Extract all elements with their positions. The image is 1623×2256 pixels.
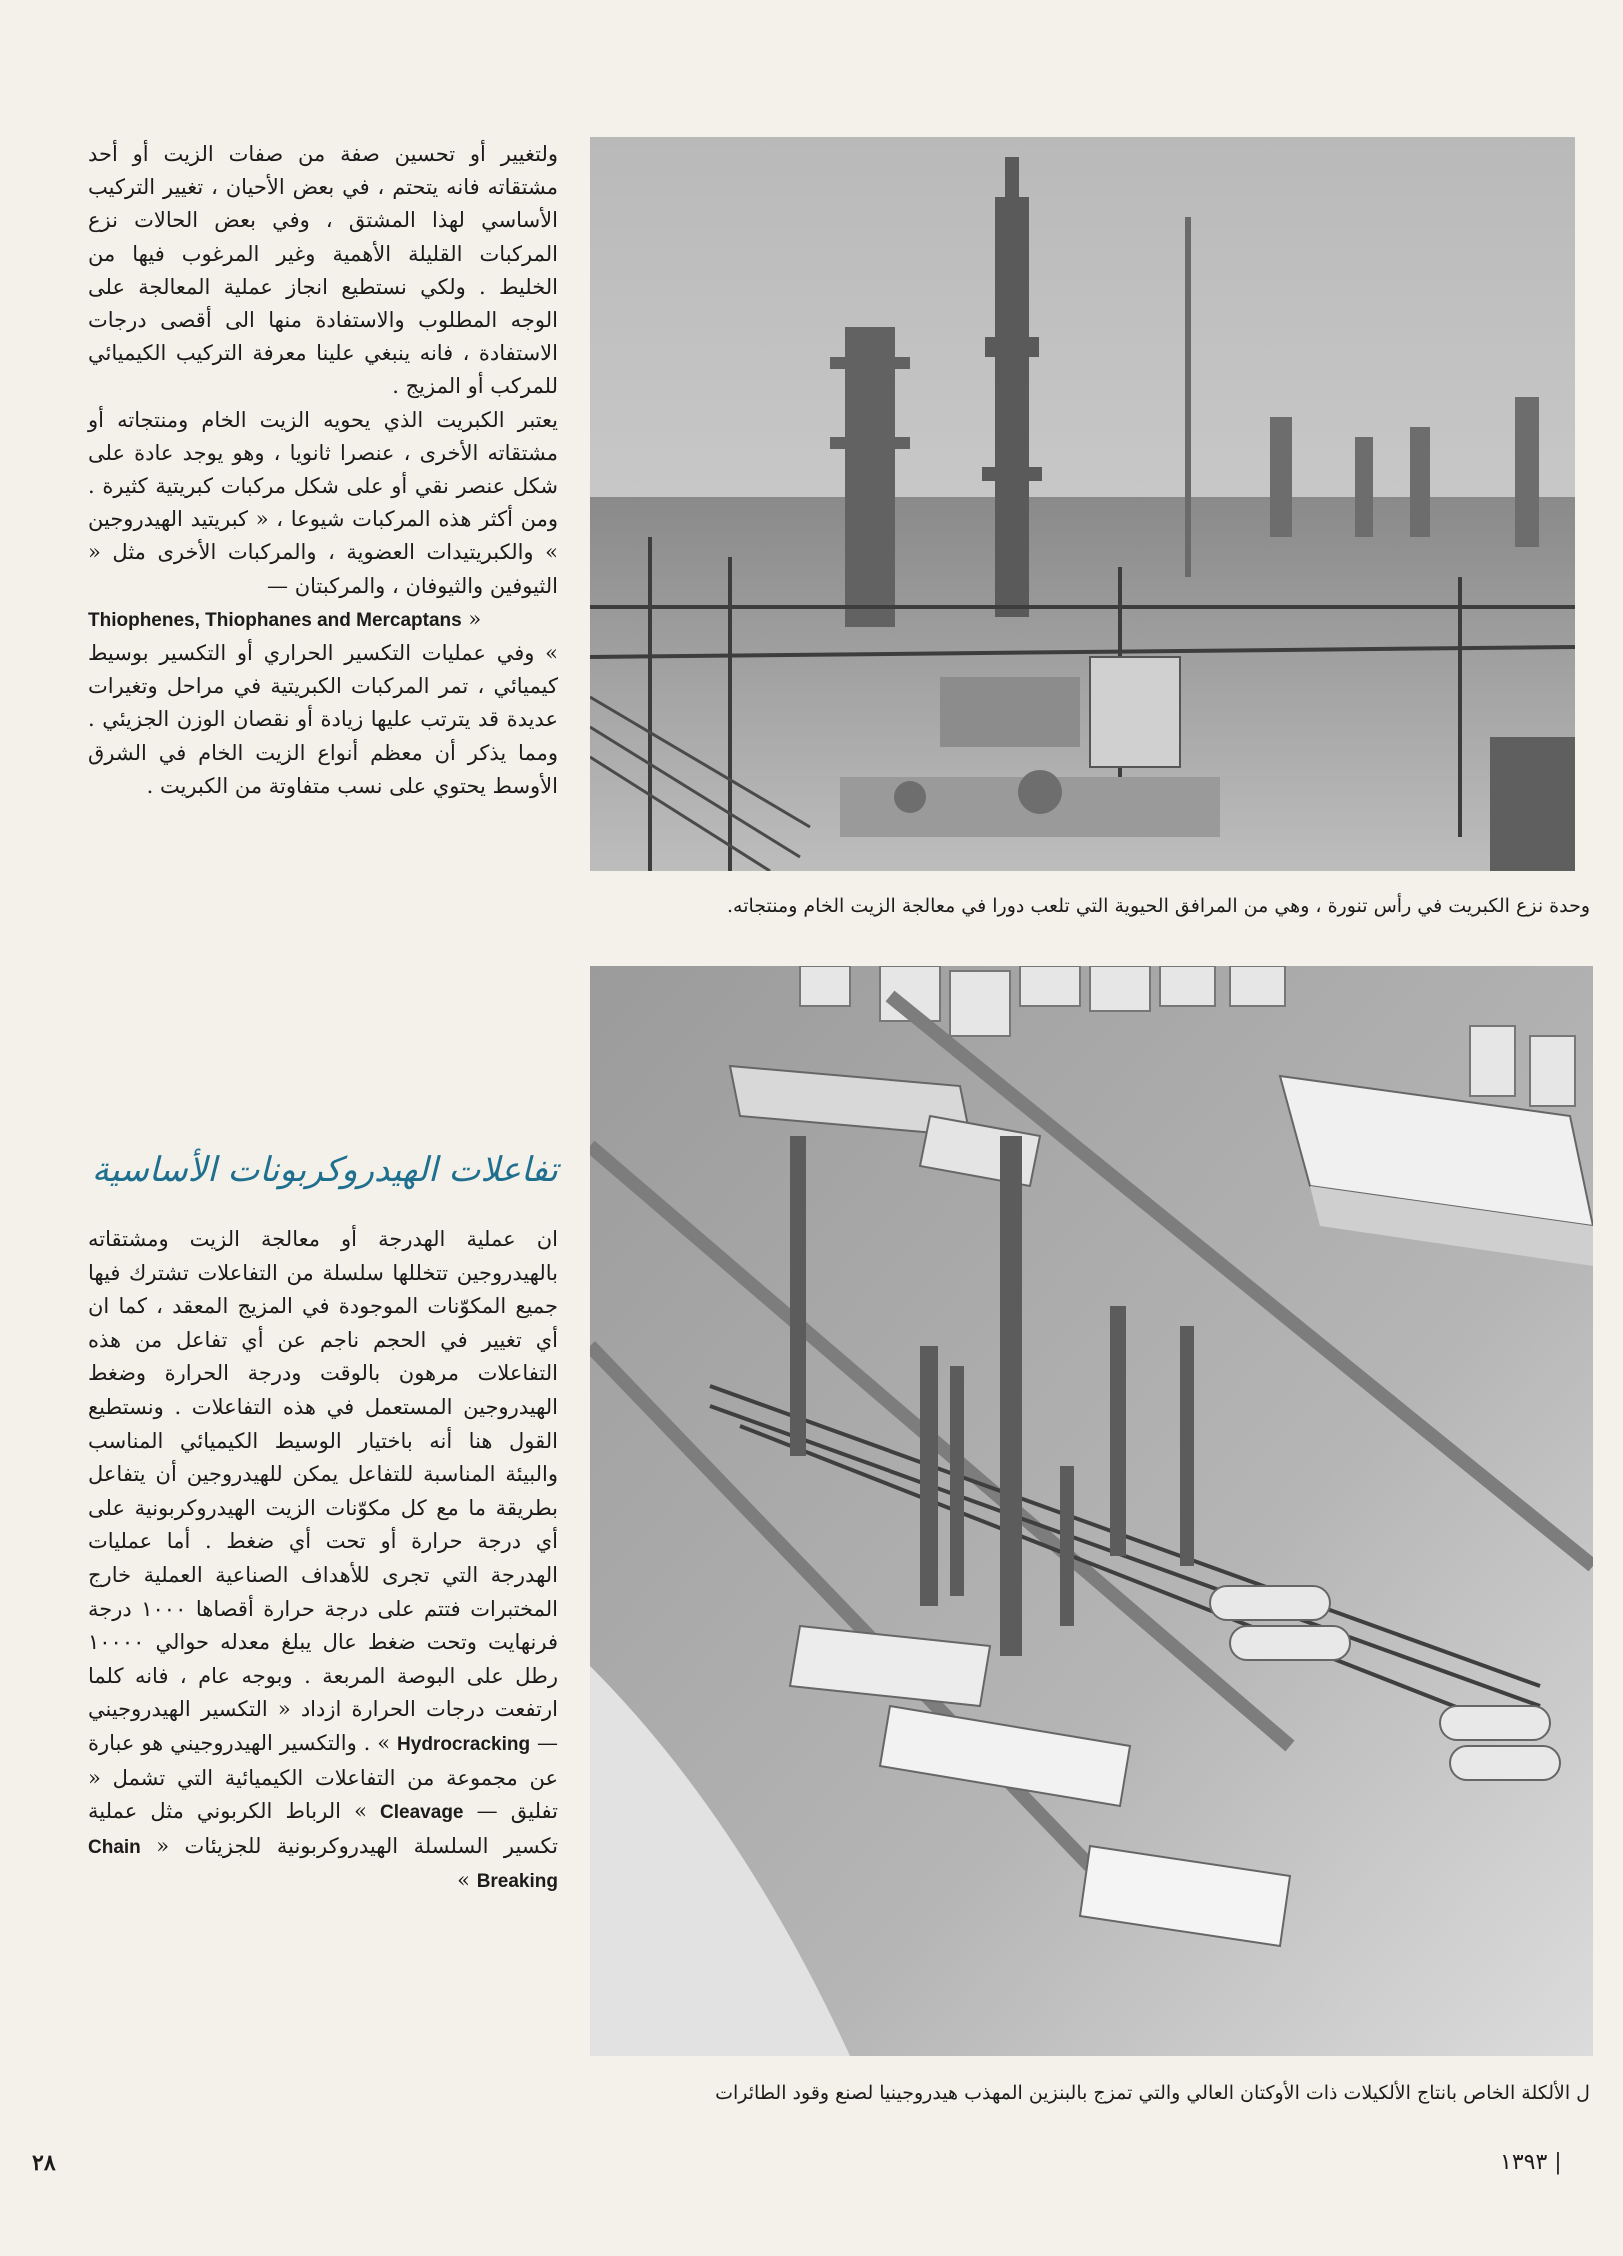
paragraph-2: يعتبر الكبريت الذي يحويه الزيت الخام ومنتجاته أو مشتقاته الأخرى ، عنصرا ثانويا ، وهو يوجد عادة على شكل عنصر نقي أو على شكل مركبات كبريتية كثيرة . ومن أكثر هذه المركبات شيوعا ، « كبريتيد الهيدروجين » والكبريتيدات العضوية ، والمركبات الأخرى مثل « الثيوفين والثيوفان ، والمركبتان —: [88, 407, 558, 598]
term-chain-breaking: Chain Breaking: [88, 1836, 558, 1893]
latin-term-line: Thiophenes, Thiophanes and Mercaptans »: [88, 606, 482, 631]
paragraph-1: ولتغيير أو تحسين صفة من صفات الزيت أو أحد مشتقاته فانه يتحتم ، في بعض الأحيان ، تغيير التركيب الأساسي لهذا المشتق ، وفي بعض الحالات نزع المركبات القليلة الأهمية وغير المرغوب فيها من الخليط . ولكي نستطيع انجاز عملية المعالجة على الوجه المطلوب والاستفادة منها الى أقصى درجات الاستفادة ، فانه ينبغي علينا معرفة التركيب الكيميائي للمركب أو المزيج .: [88, 142, 558, 399]
paragraph-3: » وفي عمليات التكسير الحراري أو التكسير بوسيط كيميائي ، تمر المركبات الكبريتية في مراحل وتغيرات عديدة قد يترتب عليها زيادة أو نقصان الوزن الجزيئي . ومما يذكر أن معظم أنواع الزيت الخام في الشرق الأوسط يحتوي على نسب متفاوتة من الكبريت .: [88, 641, 558, 798]
article-text-lower: [88, 1223, 558, 1899]
section-heading: تفاعلات الهيدروكربونات الأساسية: [91, 1150, 558, 1190]
issue-year: ١٣٩٣ |: [1500, 2150, 1562, 2175]
term-cleavage: Cleavage: [380, 1802, 464, 1824]
article-text-upper: [88, 138, 558, 803]
photo-caption-top: وحدة نزع الكبريت في رأس تنورة ، وهي من المرافق الحيوية التي تلعب دورا في معالجة الزيت الخام ومنتجاته.: [726, 895, 1590, 917]
refinery-desulfurization-photo: [590, 137, 1575, 871]
paragraph-4-text-d: »: [457, 1868, 470, 1893]
page-number: ٢٨: [32, 2150, 56, 2176]
paragraph-4-text-c: » الرباط الكربوني مثل عملية تكسير السلسلة الهيدروكربونية للجزيئات «: [88, 1799, 558, 1858]
paragraph-4-text-b: » . والتكسير الهيدروجيني هو عبارة عن مجموعة من التفاعلات الكيميائية التي تشمل « تفليق —: [88, 1730, 558, 1824]
paragraph-4: [88, 1223, 558, 1899]
term-thiophenes: Thiophenes, Thiophanes and Mercaptans: [88, 609, 462, 631]
term-hydrocracking: Hydrocracking: [397, 1733, 531, 1755]
photo-caption-bottom: ل الألكلة الخاص بانتاج الألكيلات ذات الأوكتان العالي والتي تمزج بالبنزين المهذب هيدروجينيا لصنع وقود الطائرات: [715, 2082, 1590, 2104]
alkylation-plant-aerial-photo: [590, 966, 1593, 2056]
paragraph-4-text-a: ان عملية الهدرجة أو معالجة الزيت ومشتقاته بالهيدروجين تتخللها سلسلة من التفاعلات تشترك فيها جميع المكوّنات الموجودة في المزيج المعقد ، كما ان أي تغيير في الحجم ناجم عن أي تفاعل من هذه التفاعلات مرهون بالوقت ودرجة الحرارة وضغط الهيدروجين المستعمل في هذه التفاعلات . ونستطيع القول هنا أنه باختيار الوسيط الكيميائي المناسب والبيئة المناسبة للتفاعل يمكن للهيدروجين أن يتفاعل بطريقة ما مع كل مكوّنات الزيت الهيدروكربونية على أي درجة حرارة أو تحت أي ضغط . أما عمليات الهدرجة التي تجرى للأهداف الصناعية العملية خارج المختبرات فتتم على درجة حرارة أقصاها ١٠٠٠ درجة فرنهايت وتحت ضغط عال يبلغ معدله حوالي ١٠٠٠٠ رطل على البوصة المربعة . وبوجه عام ، فانه كلما ارتفعت درجات الحرارة ازداد « التكسير الهيدروجيني —: [88, 1227, 558, 1755]
